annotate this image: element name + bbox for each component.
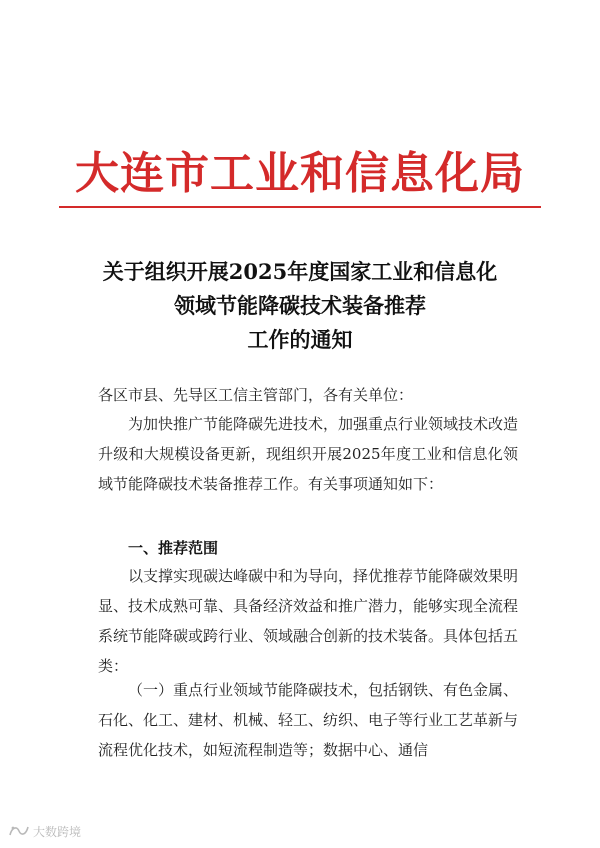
letterhead-red-rule <box>59 206 541 208</box>
intro-paragraph: 为加快推广节能降碳先进技术，加强重点行业领域技术改造升级和大规模设备更新，现组织开展2025年度工业和信息化领域节能降碳技术装备推荐工作。有关事项通知如下： <box>98 415 519 493</box>
section-1-paragraph: 以支撑实现碳达峰碳中和为导向，择优推荐节能降碳效果明显、技术成熟可靠、具备经济效益和推广潜力，能够实现全流程系统节能降碳或跨行业、领域融合创新的技术装备。具体包括五类： <box>98 567 519 675</box>
document-title-line-2: 领域节能降碳技术装备推荐 <box>174 293 426 318</box>
watermark-text: 大数跨境 <box>33 824 82 839</box>
document-title <box>0 255 600 357</box>
document-title-line-3: 工作的通知 <box>247 327 353 352</box>
document-title-line-1: 关于组织开展2025年度国家工业和信息化 <box>102 259 498 284</box>
watermark-logo-icon <box>8 824 30 838</box>
section-1-heading: 一、推荐范围 <box>128 539 219 557</box>
category-1-paragraph: （一）重点行业领域节能降碳技术，包括钢铁、有色金属、石化、化工、建材、机械、轻工、纺织、电子等行业工艺革新与流程优化技术，如短流程制造等；数据中心、通信 <box>98 681 519 759</box>
watermark <box>8 822 81 840</box>
addressee: 各区市县、先导区工信主管部门，各有关单位： <box>98 386 414 404</box>
letterhead-org-name: 大连市工业和信息化局 <box>75 148 525 199</box>
